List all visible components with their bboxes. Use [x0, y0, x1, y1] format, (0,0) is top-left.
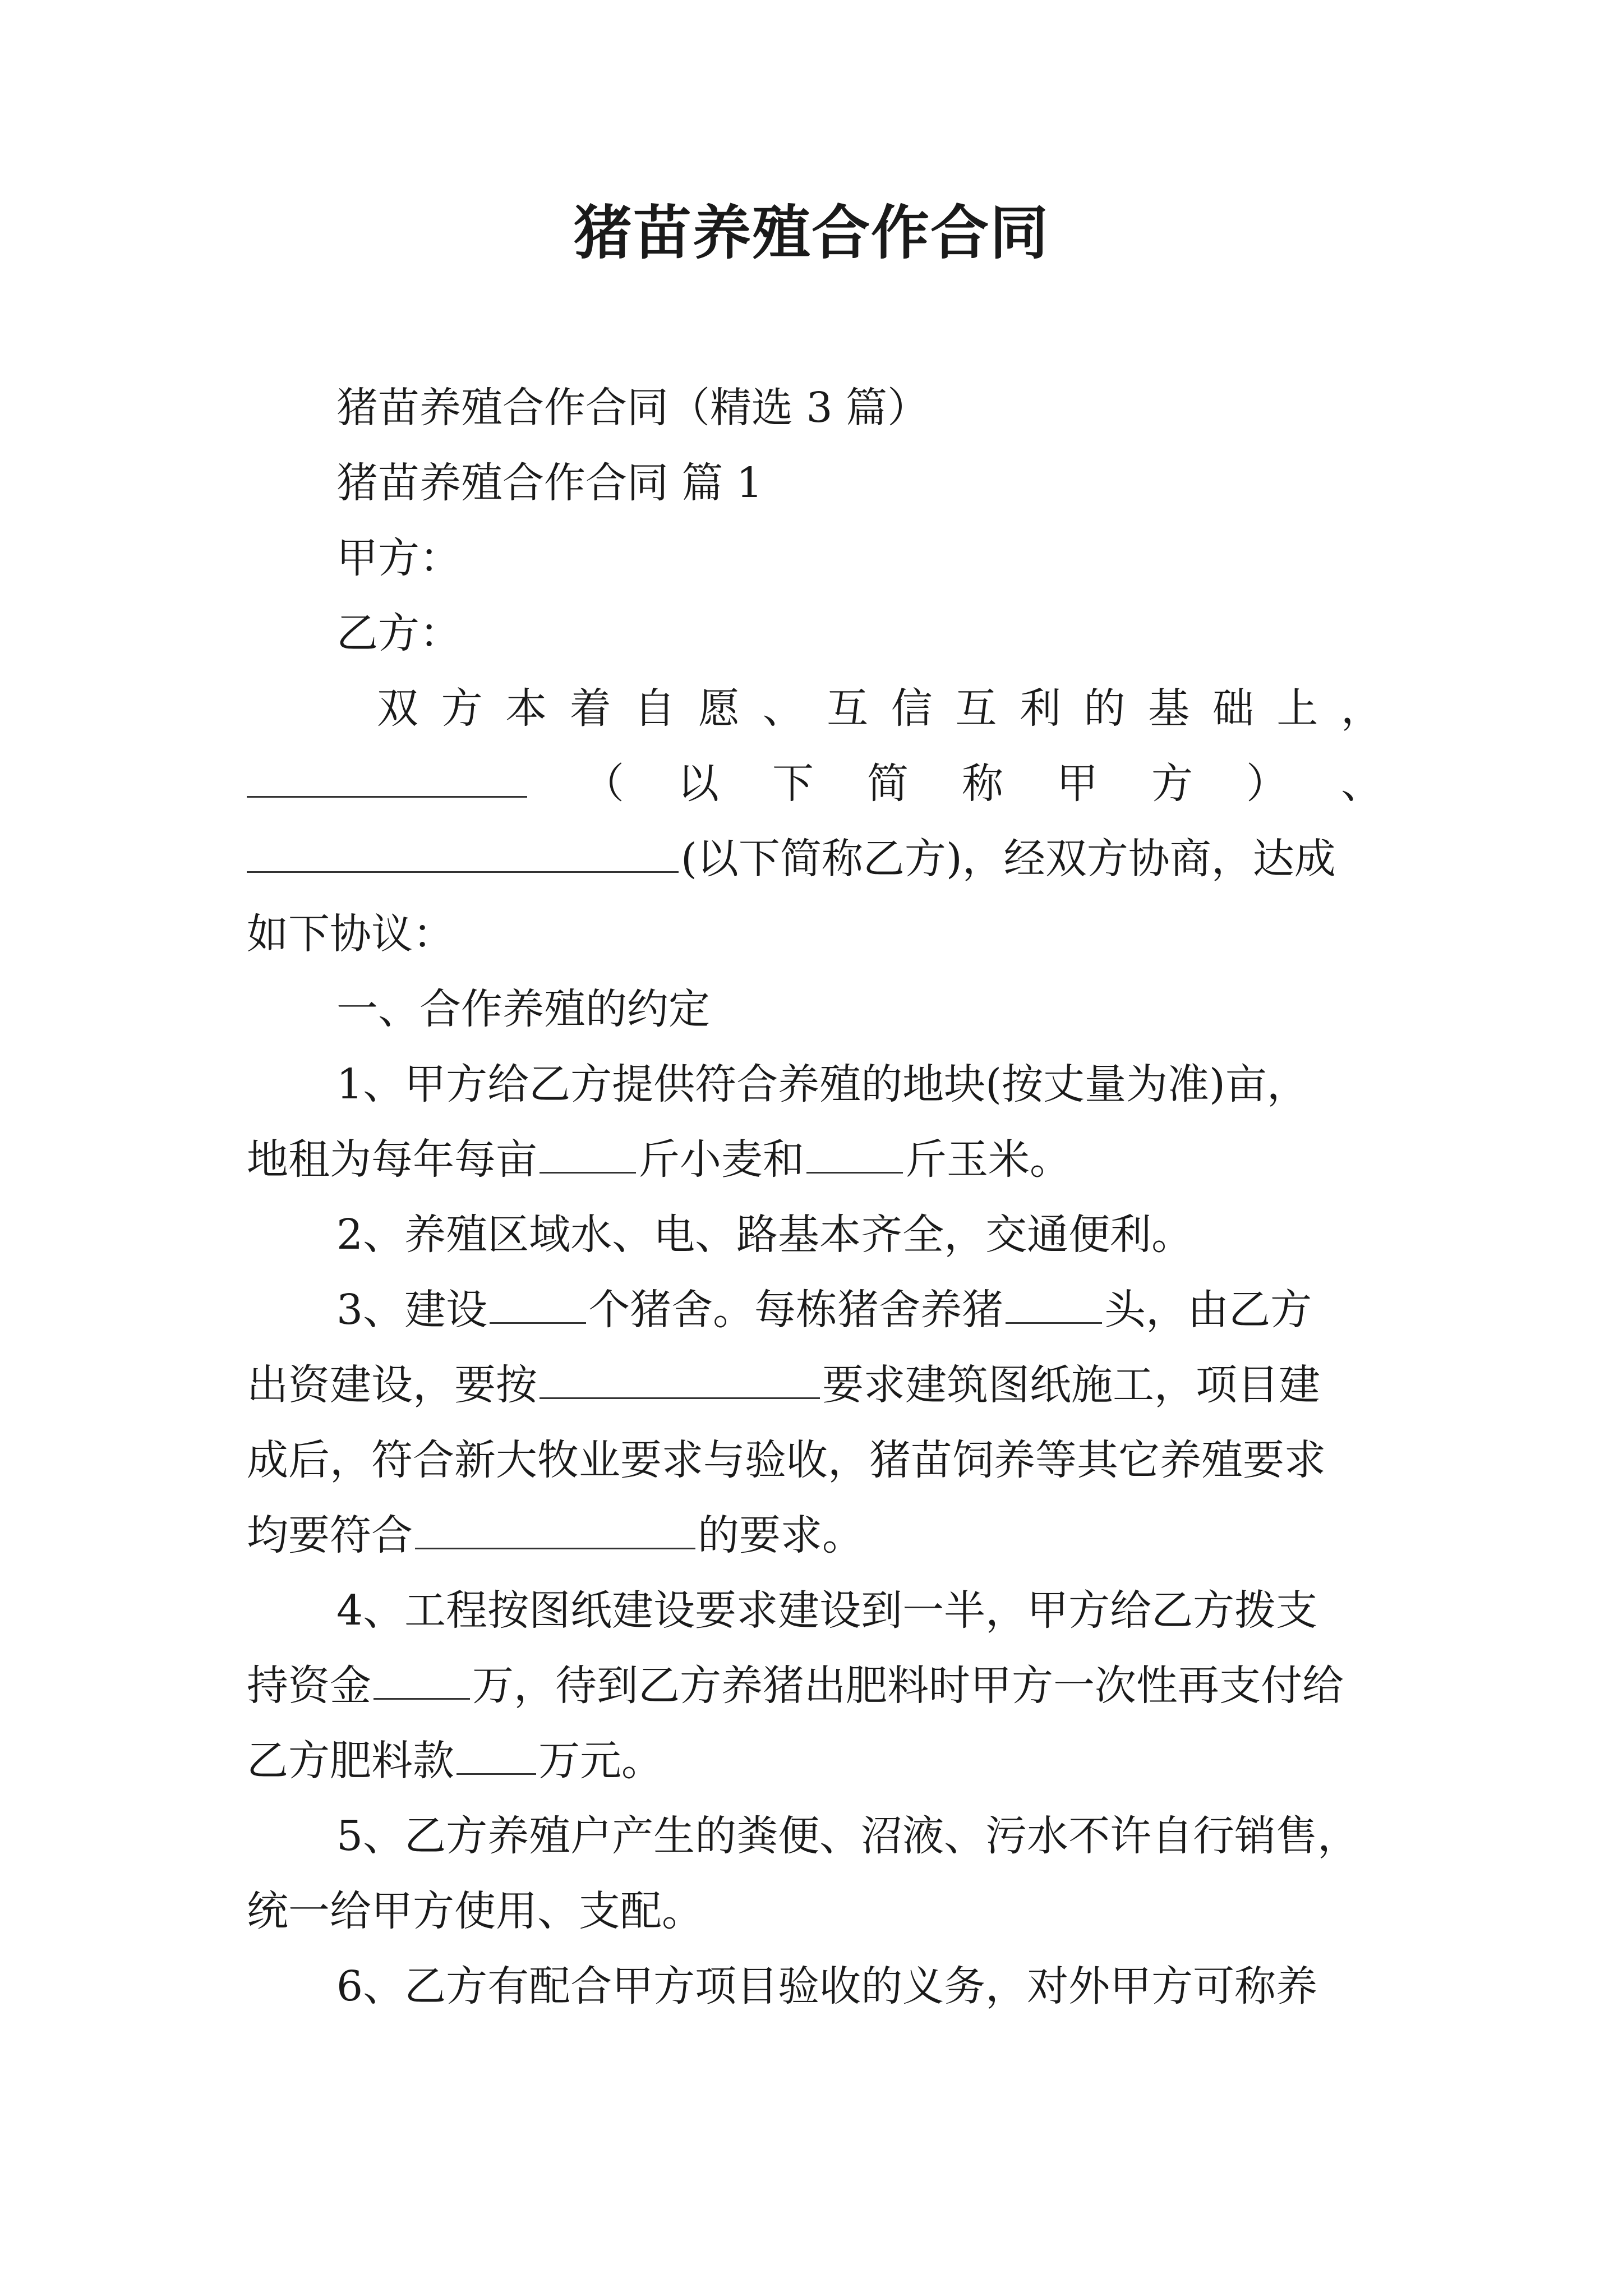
item-3-line-3: 成后，符合新大牧业要求与验收，猪苗饲养等其它养殖要求 — [247, 1436, 1326, 1484]
blank-party-a — [247, 754, 527, 798]
subtitle: 猪苗养殖合作合同（精选 3 篇） — [336, 384, 929, 432]
intro-line-1: 双 方 本 着 自 愿 、 互 信 互 利 的 基 础 上 ， — [377, 684, 1382, 733]
item-4-line-2: 持资金 万，待到乙方养猪出肥料时甲方一次性再支付给 — [247, 1648, 1382, 1723]
item-3-line-1: 3、建设 个猪舍。每栋猪舍养猪 头，由乙方 — [247, 1272, 1382, 1347]
blank-manure-payment — [457, 1732, 536, 1775]
document-body — [247, 370, 1382, 2024]
item-1-line-2: 地租为每年每亩 斤小麦和 斤玉米。 — [247, 1122, 1382, 1197]
item-2: 2、养殖区域水、电、路基本齐全，交通便利。 — [336, 1211, 1193, 1259]
party-a-label: 甲方： — [336, 534, 461, 582]
party-b-label: 乙方： — [336, 609, 461, 657]
item-1-line-1: 1、甲方给乙方提供符合养殖的地块(按丈量为准)亩， — [336, 1060, 1308, 1108]
chapter-heading: 猪苗养殖合作合同 篇 1 — [336, 459, 763, 507]
blank-corn-qty — [806, 1130, 903, 1174]
item-5-line-2: 统一给甲方使用、支配。 — [247, 1887, 703, 1935]
intro-line-2: （ 以 下 简 称 甲 方 ） 、 — [247, 746, 1382, 821]
blank-party-b — [247, 830, 679, 873]
intro-line-3: (以下简称乙方)，经双方协商，达成 — [247, 821, 1382, 896]
item-5-line-1: 5、乙方养殖户产生的粪便、沼液、污水不许自行销售， — [336, 1812, 1359, 1860]
blank-pen-count — [490, 1281, 586, 1324]
item-4-line-3: 乙方肥料款 万元。 — [247, 1723, 1382, 1798]
blank-build-standard — [540, 1356, 820, 1399]
blank-support-funds — [374, 1657, 470, 1700]
intro-line-4: 如下协议： — [247, 910, 454, 958]
item-4-line-1: 4、工程按图纸建设要求建设到一半，甲方给乙方拨支 — [336, 1586, 1318, 1635]
item-3-line-2: 出资建设，要按 要求建筑图纸施工，项目建 — [247, 1347, 1382, 1423]
item-3-line-4: 均要符合 的要求。 — [247, 1498, 1382, 1573]
item-6-line-1: 6、乙方有配合甲方项目验收的义务，对外甲方可称养 — [336, 1962, 1318, 2010]
blank-pigs-per-pen — [1006, 1281, 1102, 1324]
blank-wheat-qty — [540, 1130, 636, 1174]
blank-compliance-standard — [415, 1506, 695, 1549]
document-title: 猪苗养殖合作合同 — [573, 199, 1049, 267]
section-heading-1: 一、合作养殖的约定 — [336, 985, 710, 1033]
